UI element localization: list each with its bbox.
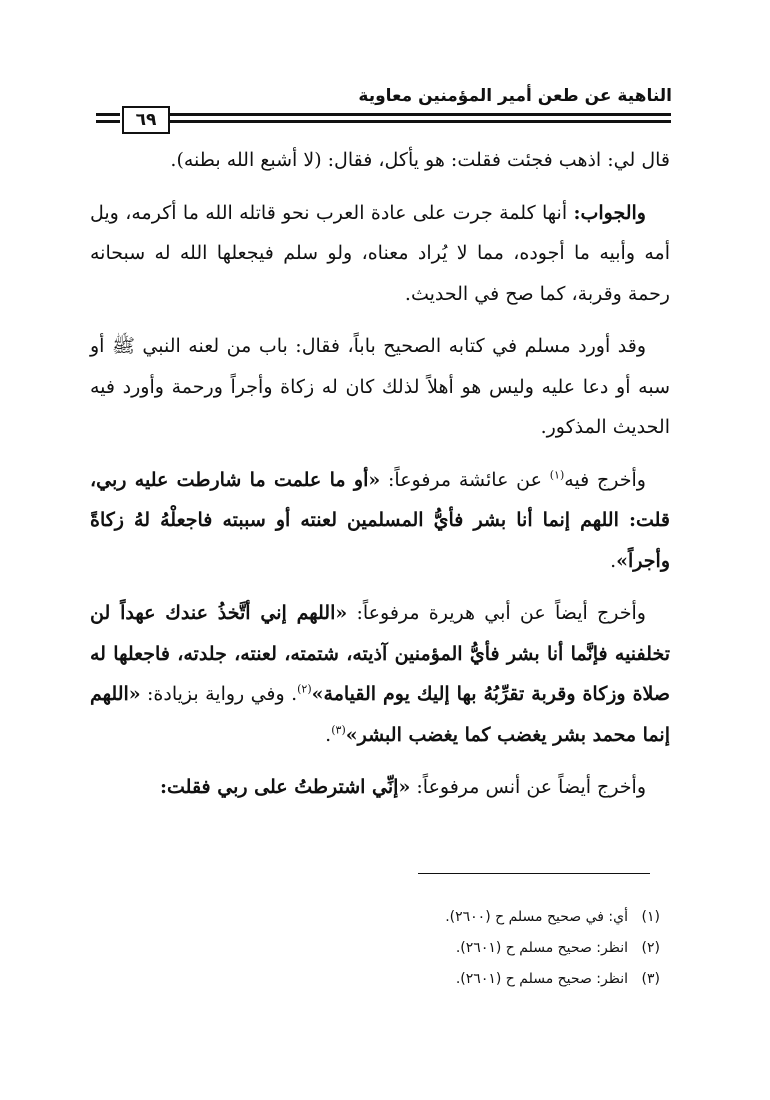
paragraph-text: وأخرج أيضاً عن أبي هريرة مرفوعاً: bbox=[347, 602, 646, 624]
paragraph-text: أنها كلمة جرت على عادة العرب نحو قاتله الله ما أكرمه، ويل أمه وأبيه ما أجوده، مما لا يُراد معناه، ولو سلم فيجعلها الله له سبحانه رحمة وقربة، كما صح في الحديث. bbox=[90, 201, 670, 305]
running-title: الناهية عن طعن أمير المؤمنين معاوية bbox=[358, 86, 672, 106]
paragraph bbox=[90, 767, 670, 808]
footnote-ref: (٢) bbox=[297, 682, 312, 696]
header-rule bbox=[170, 113, 671, 116]
hadith-quote: «اللهم إنما محمد بشر يغضب كما يغضب البشر» bbox=[90, 683, 670, 746]
footnote-divider bbox=[418, 873, 650, 874]
footnote-ref: (١) bbox=[549, 468, 565, 482]
header-rule bbox=[96, 113, 120, 116]
footnote-number: (٢) bbox=[641, 940, 660, 956]
paragraph-text: وأخرج أيضاً عن أنس مرفوعاً: bbox=[410, 776, 646, 798]
footnote-text: انظر: صحيح مسلم ح (٢٦٠١). bbox=[455, 971, 628, 987]
header-rule bbox=[96, 120, 120, 123]
page-number: ٦٩ bbox=[122, 106, 170, 134]
footnote-ref: (٣) bbox=[331, 723, 346, 737]
footnotes bbox=[280, 902, 660, 995]
footnote bbox=[280, 902, 660, 933]
paragraph-text: وأخرج فيه bbox=[564, 468, 646, 491]
paragraph bbox=[90, 193, 670, 315]
paragraph: وقد أورد مسلم في كتابه الصحيح باباً، فقال: باب من لعنه النبي ﷺ أو سبه أو دعا عليه وليس هو أهلاً لذلك كان له زكاة وأجراً ورحمة وأورد فيه الحديث المذكور. bbox=[90, 335, 670, 438]
hadith-quote: «اللهم إني أتَّخذُ عندك عهداً لن تخلفنيه فإنَّما أنا بشر فأيُّ المؤمنين آذيته، شتمته، لعنته، جلدته، فاجعلها له صلاة وزكاة وقربة تقرِّبُهُ بها إليك يوم القيامة» bbox=[90, 602, 671, 705]
header-rule bbox=[170, 120, 671, 123]
paragraph bbox=[90, 593, 670, 755]
footnote-text: أي: في صحيح مسلم ح (٢٦٠٠). bbox=[445, 909, 628, 925]
hadith-quote: «إنِّي اشترطتُ على ربي فقلت: bbox=[159, 776, 411, 798]
paragraph: قال لي: اذهب فجئت فقلت: هو يأكل، فقال: (لا أشبع الله بطنه). bbox=[170, 149, 670, 171]
paragraph-text: . bbox=[610, 549, 617, 572]
footnote-text: انظر: صحيح مسلم ح (٢٦٠١). bbox=[455, 940, 628, 956]
paragraph-text: . bbox=[325, 723, 332, 746]
footnote bbox=[280, 933, 660, 964]
hadith-quote: «أو ما علمت ما شارطت عليه ربي، قلت: اللهم إنما أنا بشر فأيُّ المسلمين لعنته أو سببته فاجعلْهُ لهُ زكاةً وأجراً» bbox=[90, 468, 670, 572]
body-text bbox=[90, 140, 670, 820]
footnote bbox=[280, 964, 660, 995]
paragraph bbox=[90, 460, 670, 582]
footnote-number: (١) bbox=[641, 909, 660, 925]
paragraph-text: عن عائشة مرفوعاً: bbox=[380, 468, 550, 491]
answer-lead: والجواب: bbox=[573, 201, 646, 224]
paragraph-text: . وفي رواية بزيادة: bbox=[140, 683, 298, 705]
footnote-number: (٣) bbox=[641, 971, 660, 987]
